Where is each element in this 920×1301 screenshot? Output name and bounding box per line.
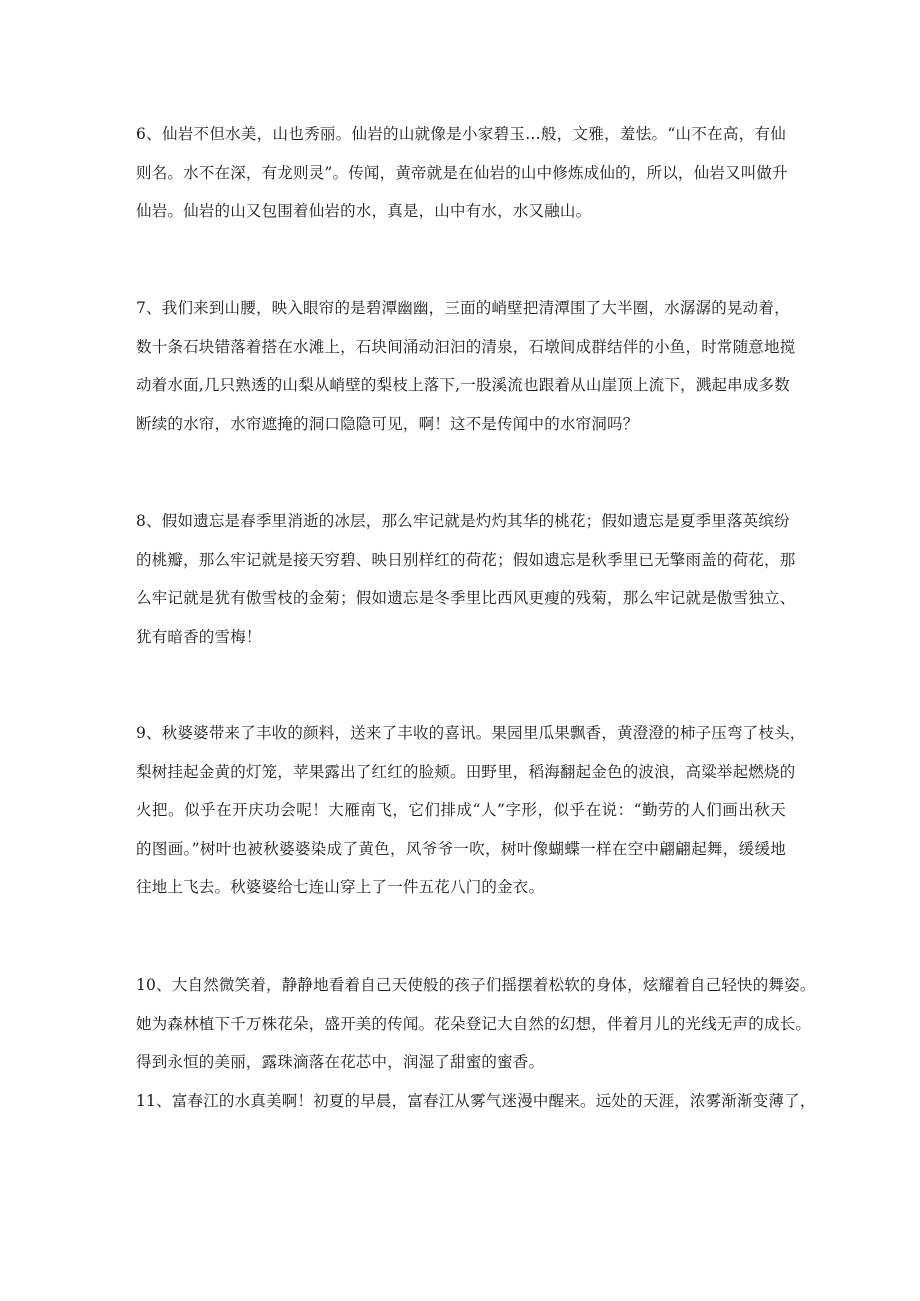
paragraph-8 xyxy=(136,502,796,656)
text-line: 么牢记就是犹有傲雪枝的金菊；假如遗忘是冬季里比西风更瘦的残菊，那么牢记就是傲雪独立、 xyxy=(136,589,796,608)
text-line: 的图画。”树叶也被秋婆婆染成了黄色，风爷爷一吹，树叶像蝴蝶一样在空中翩翩起舞，缓缓地 xyxy=(136,839,786,858)
text-line: 动着水面,几只熟透的山梨从峭壁的梨枝上落下,一股溪流也跟着从山崖顶上流下，溅起串成多数 xyxy=(136,376,790,395)
text-line: 6、仙岩不但水美，山也秀丽。仙岩的山就像是小家碧玉…般，文雅，羞怯。“山不在高，有仙 xyxy=(136,125,786,143)
text-line: 10、大自然微笑着，静静地看着自己天使般的孩子们摇摆着松软的身体，炫耀着自己轻快的舞姿。 xyxy=(136,976,816,994)
text-line: 梨树挂起金黄的灯笼，苹果露出了红红的脸颊。田野里，稻海翻起金色的波浪，高粱举起燃烧的 xyxy=(136,762,796,781)
text-line: 则名。水不在深，有龙则灵”。传闻，黄帝就是在仙岩的山中修炼成仙的，所以，仙岩又叫做升 xyxy=(136,163,788,182)
text-line: 7、我们来到山腰，映入眼帘的是碧潭幽幽，三面的峭壁把清潭围了大半圈，水潺潺的晃动着， xyxy=(136,299,790,317)
text-line: 往地上飞去。秋婆婆给七连山穿上了一件五花八门的金衣。 xyxy=(136,878,545,897)
paragraph-10-11 xyxy=(136,966,816,1120)
text-line: 仙岩。仙岩的山又包围着仙岩的水，真是，山中有水，水又融山。 xyxy=(136,202,592,221)
text-line: 她为森林植下千万株花朵，盛开美的传闻。花朵登记大自然的幻想，伴着月儿的光线无声的成长。 xyxy=(136,1014,812,1033)
paragraph-9 xyxy=(136,714,806,907)
text-line: 犹有暗香的雪梅！ xyxy=(136,627,262,646)
text-line: 11、富春江的水真美啊！初夏的早晨，富春江从雾气迷漫中醒来。远处的天涯，浓雾渐渐变薄了， xyxy=(136,1091,816,1110)
text-line: 火把。似乎在开庆功会呢！大雁南飞，它们排成“人”字形，似乎在说：“勤劳的人们画出秋天 xyxy=(136,801,786,820)
text-line: 断续的水帘，水帘遮掩的洞口隐隐可见，啊！这不是传闻中的水帘洞吗？ xyxy=(136,414,639,433)
text-line: 得到永恒的美丽，露珠滴落在花芯中，润湿了甜蜜的蜜香。 xyxy=(136,1053,545,1072)
text-line: 的桃瓣，那么牢记就是接天穷碧、映日别样红的荷花；假如遗忘是秋季里已无擎雨盖的荷花，那 xyxy=(136,550,796,569)
text-line: 9、秋婆婆带来了丰收的颜料，送来了丰收的喜讯。果园里瓜果飘香，黄澄澄的柿子压弯了枝头， xyxy=(136,724,806,742)
text-line: 数十条石块错落着搭在水滩上，石块间涌动汩汩的清泉，石墩间成群结伴的小鱼，时常随意地搅 xyxy=(136,337,796,356)
text-line: 8、假如遗忘是春季里消逝的冰层，那么牢记就是灼灼其华的桃花；假如遗忘是夏季里落英缤纷 xyxy=(136,512,790,530)
paragraph-6 xyxy=(136,115,786,231)
paragraph-7 xyxy=(136,289,796,443)
